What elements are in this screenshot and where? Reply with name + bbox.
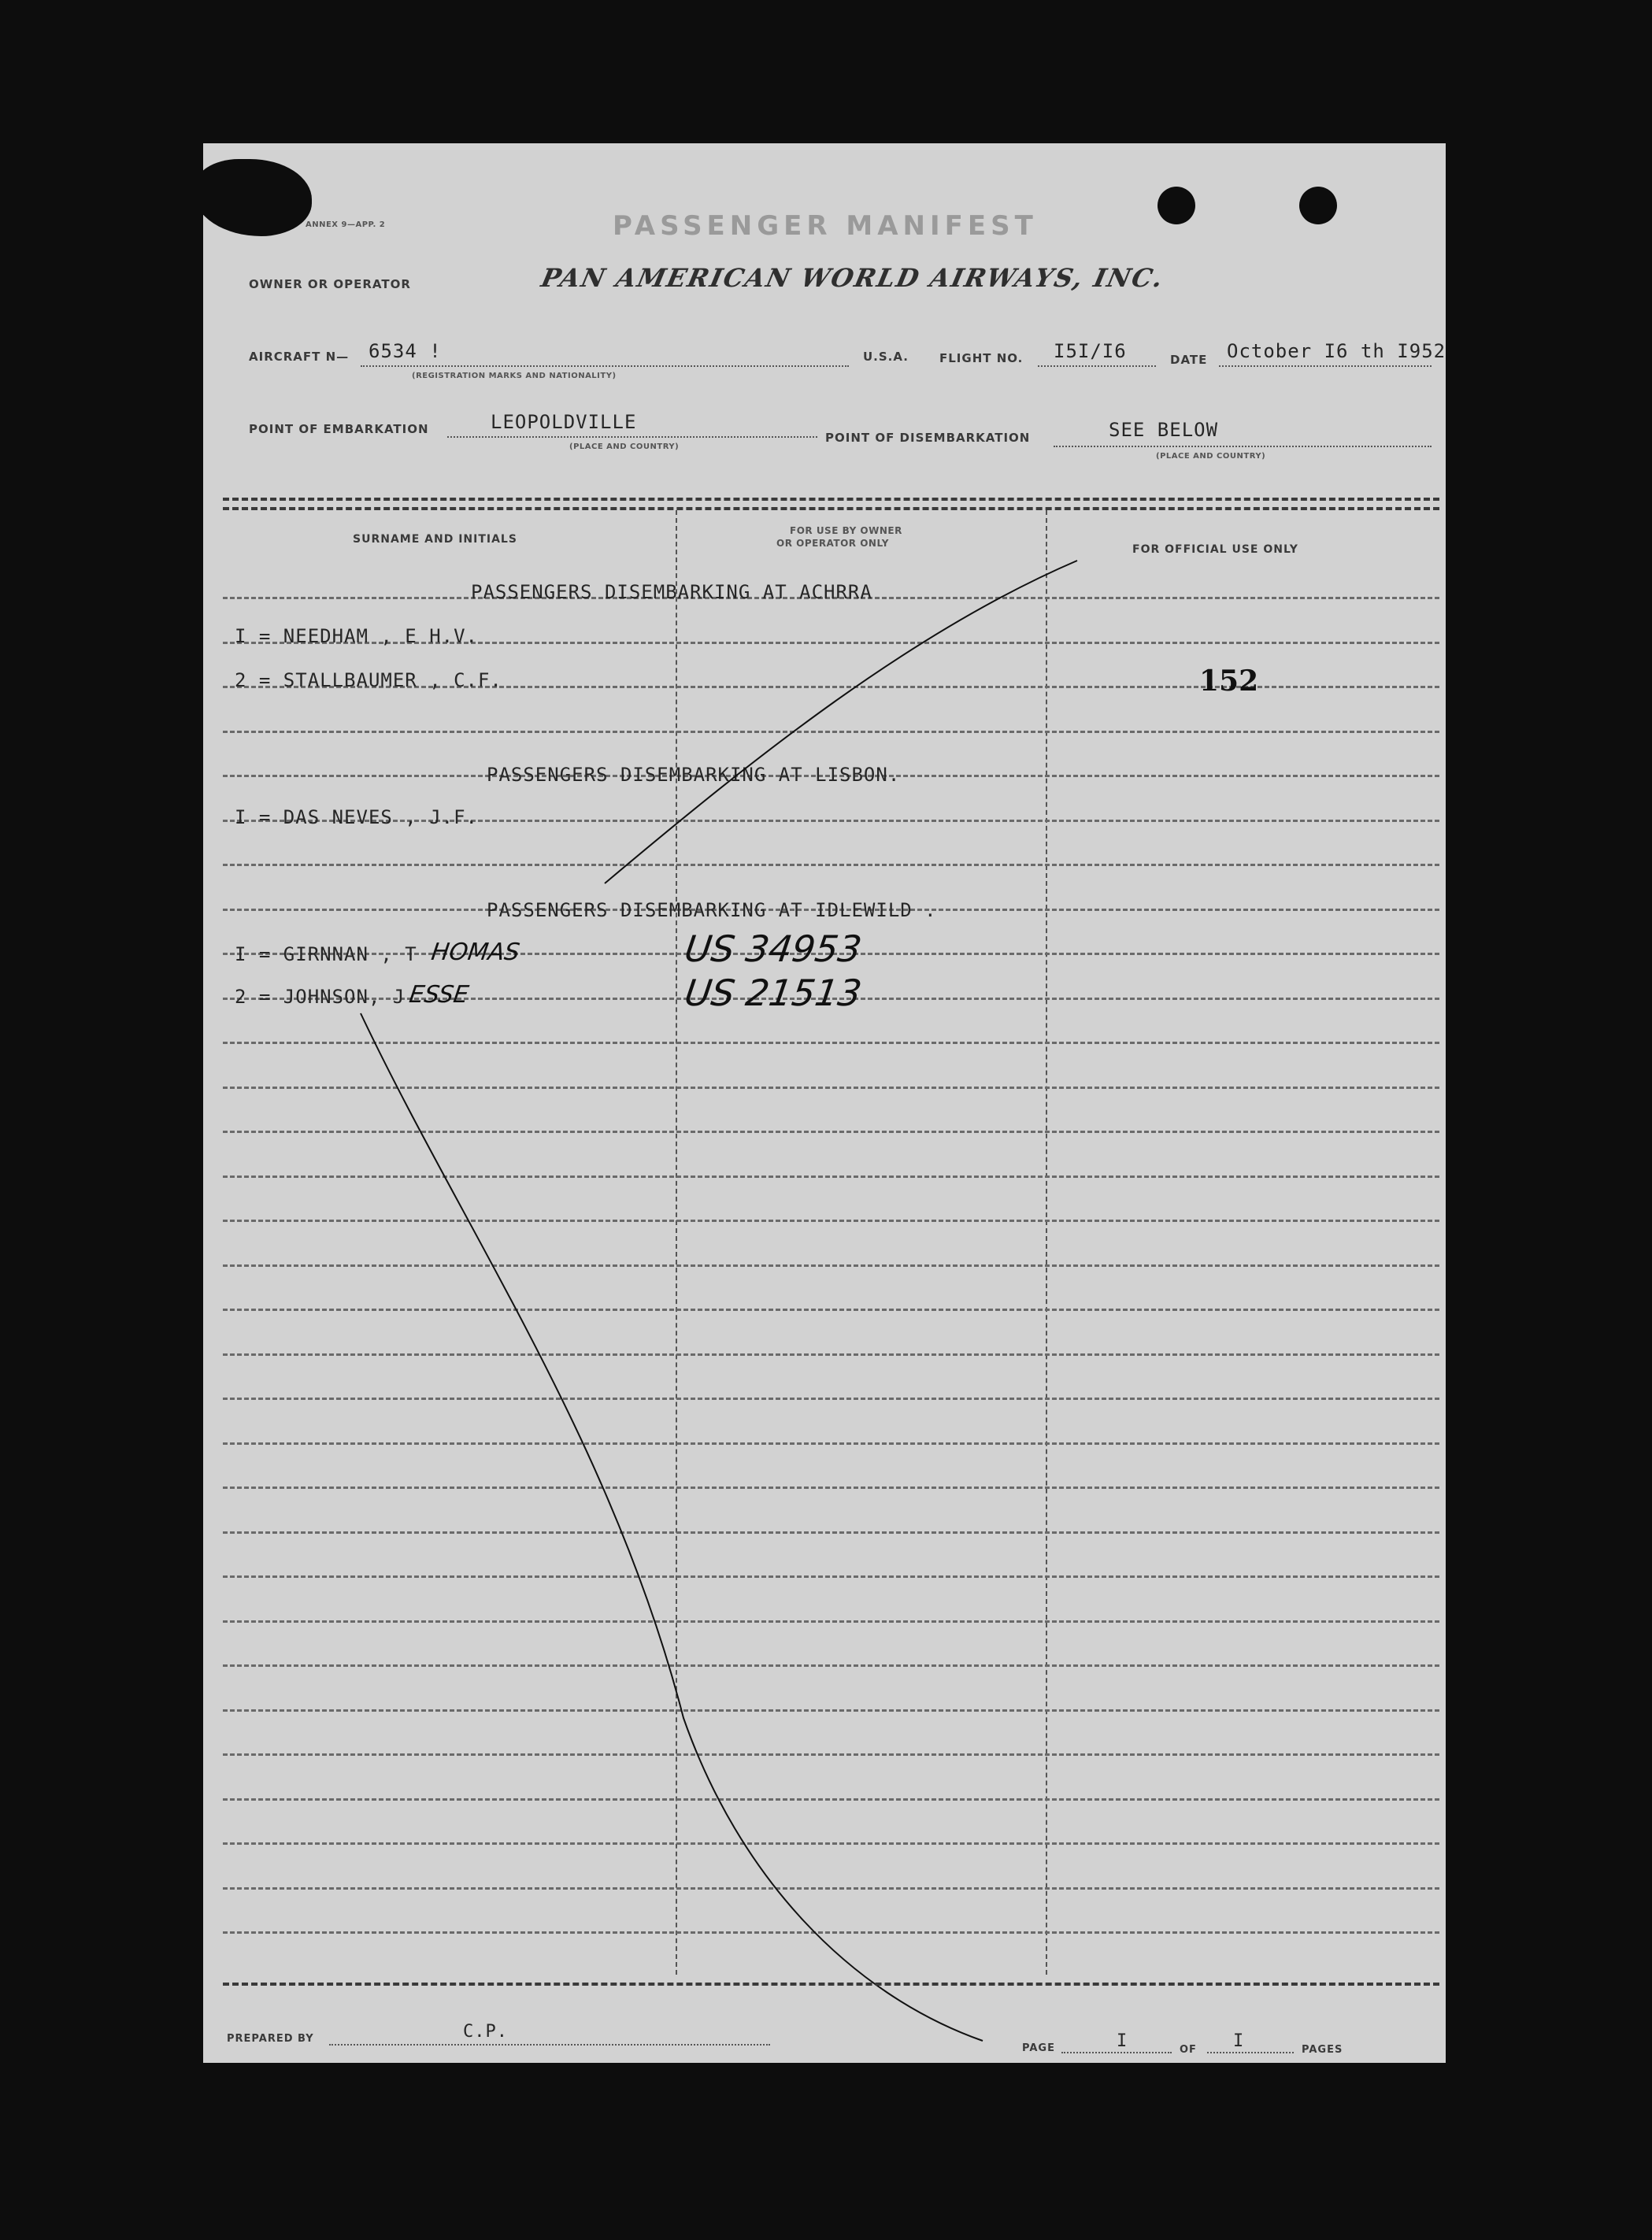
owner-label: OWNER OR OPERATOR [249, 277, 411, 291]
pen-stroke-diagonal [605, 561, 1077, 883]
prepared-by-value: C.P. [463, 2022, 508, 2042]
flight-label: FLIGHT NO. [939, 351, 1024, 365]
aircraft-value: 6534 ! [369, 340, 442, 362]
disembarkation-sublabel: (PLACE AND COUNTRY) [1156, 452, 1266, 461]
aircraft-sublabel: (REGISTRATION MARKS AND NATIONALITY) [412, 372, 617, 380]
passenger-girnnan: I = GIRNNAN , T [235, 943, 417, 965]
disembarkation-value: SEE BELOW [1109, 419, 1219, 441]
handwritten-johnson-code: US 21513 [682, 972, 865, 1014]
embarkation-label: POINT OF EMBARKATION [249, 422, 429, 436]
heading-accra: PASSENGERS DISEMBARKING AT ACHRRA [471, 581, 872, 603]
form-title: PASSENGER MANIFEST [613, 210, 1038, 242]
passenger-das-neves: I = DAS NEVES , J.F. [235, 806, 478, 828]
column-header-owner-line1: FOR USE BY OWNER [790, 525, 902, 536]
passenger-stallbaumer: 2 = STALLBAUMER , C.F. [235, 669, 502, 691]
aircraft-label: AIRCRAFT N— [249, 350, 350, 364]
stamp-number: 152 [1199, 665, 1259, 698]
flight-value: I5I/I6 [1054, 340, 1127, 362]
page-value: I [1117, 2031, 1128, 2051]
prepared-by-label: PREPARED BY [227, 2033, 314, 2045]
date-label: DATE [1170, 353, 1208, 367]
heading-idlewild: PASSENGERS DISEMBARKING AT IDLEWILD . [487, 899, 937, 921]
column-header-owner-line2: OR OPERATOR ONLY [776, 538, 889, 549]
pen-strokes [203, 143, 1446, 2063]
pages-label: PAGES [1302, 2044, 1343, 2056]
form-id: ANNEX 9—APP. 2 [306, 220, 386, 229]
of-label: OF [1180, 2044, 1197, 2056]
heading-lisbon: PASSENGERS DISEMBARKING AT LISBON. [487, 764, 901, 786]
of-value: I [1233, 2031, 1245, 2051]
pen-stroke-long [361, 1013, 983, 2041]
column-header-official: FOR OFFICIAL USE ONLY [1132, 543, 1298, 556]
passenger-johnson: 2 = JOHNSON, J [235, 986, 406, 1008]
manifest-page [203, 143, 1446, 2063]
handwritten-girnnan-first: HOMAS [429, 939, 522, 966]
embarkation-value: LEOPOLDVILLE [491, 411, 637, 433]
page-label: PAGE [1022, 2042, 1055, 2054]
company-name: PAN AMERICAN WORLD AIRWAYS, INC. [538, 263, 1167, 293]
disembarkation-label: POINT OF DISEMBARKATION [825, 431, 1031, 445]
date-value: October I6 th I952 [1227, 340, 1446, 362]
embarkation-sublabel: (PLACE AND COUNTRY) [569, 442, 680, 451]
column-header-surname: SURNAME AND INITIALS [353, 533, 517, 546]
country-label: U.S.A. [863, 350, 909, 364]
handwritten-johnson-first: ESSE [407, 981, 471, 1009]
handwritten-girnnan-code: US 34953 [682, 927, 865, 970]
passenger-needham: I = NEEDHAM , E H.V. [235, 625, 478, 647]
